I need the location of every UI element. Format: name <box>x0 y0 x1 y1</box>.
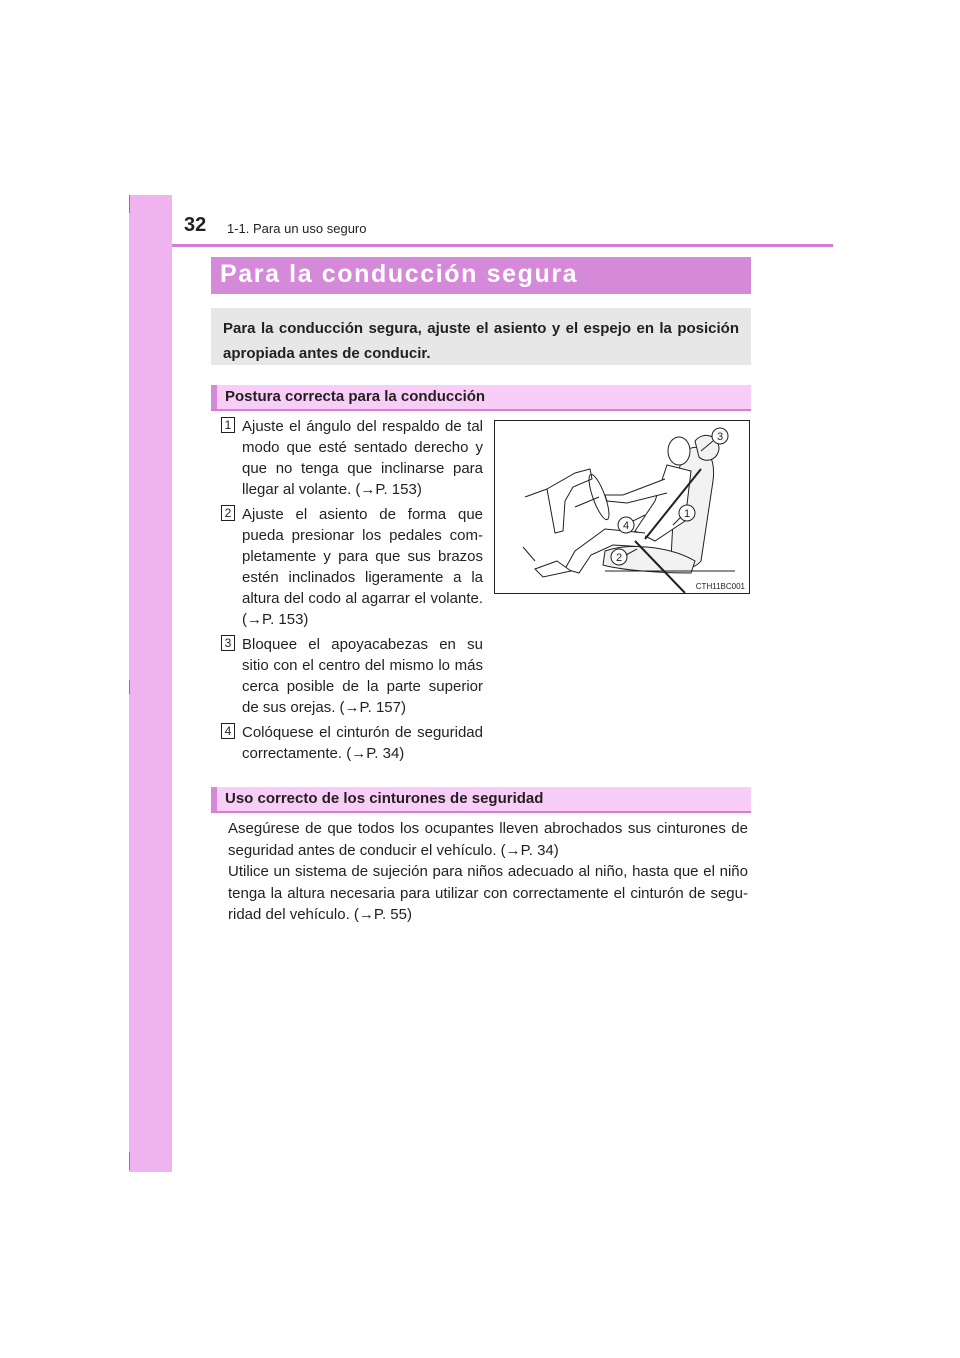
intro-box: Para la conducción segura, ajuste el asiento y el espejo en la posición apropiada antes de conducir. <box>211 308 751 365</box>
body-paragraph: Asegúrese de que todos los ocupantes lleven abrochados sus cinturones de seguridad antes de conducir el vehículo. (→P. 34) <box>228 820 748 859</box>
callout-label: 3 <box>716 431 724 443</box>
step-item <box>221 504 483 630</box>
section-heading-text: Uso correcto de los cinturones de seguridad <box>225 790 544 807</box>
page-number: 32 <box>184 214 207 236</box>
step-item <box>221 634 483 718</box>
step-text: Bloquee el apoyacabezas en su sitio con el centro del mismo lo más cerca posible de la parte superior de sus orejas. (→P. 157) <box>242 636 483 716</box>
callout-label: 1 <box>683 508 691 520</box>
driver-seat-drawing <box>495 421 749 593</box>
step-number-box: 3 <box>221 635 235 651</box>
step-item <box>221 416 483 500</box>
side-tab-mark <box>129 195 130 213</box>
chapter-side-tab <box>129 195 172 1172</box>
page-title: Para la conducción segura <box>220 260 579 288</box>
steering-column <box>575 497 599 507</box>
step-text: Ajuste el asiento de forma que pueda presionar los pedales completamente y para que sus brazos estén inclinados ligeramente a la altura del codo al agarrar el volante. (→P. 153) <box>242 506 483 628</box>
section-heading-posture <box>211 385 751 411</box>
step-number-box: 4 <box>221 723 235 739</box>
body-paragraph: Utilice un sistema de sujeción para niños adecuado al niño, hasta que el niño tenga la altura necesaria para utilizar con correctamente el cinturón de seguridad del vehículo. (→P. 55) <box>228 863 748 923</box>
step-text: Ajuste el ángulo del respaldo de tal modo que esté sentado derecho y que no tenga que inclinarse para llegar al volante. (→P. 153) <box>242 418 483 498</box>
step-number-box: 1 <box>221 417 235 433</box>
side-tab-mark <box>129 1152 130 1170</box>
windshield-line <box>525 489 547 497</box>
figure-code: CTH11BC001 <box>695 582 745 591</box>
pedal <box>523 547 535 561</box>
callout-label: 2 <box>615 552 623 564</box>
side-tab-mark <box>129 680 130 694</box>
step-text: Colóquese el cinturón de seguridad correctamente. (→P. 34) <box>242 724 483 762</box>
driver-head <box>668 437 690 465</box>
dashboard-shape <box>547 469 592 533</box>
driving-posture-illustration <box>494 420 750 594</box>
callout-label: 4 <box>622 520 630 532</box>
driver-foot <box>535 561 571 577</box>
page-title-bar <box>211 257 751 294</box>
section-heading-text: Postura correcta para la conducción <box>225 388 486 405</box>
step-item <box>221 722 483 764</box>
header-rule <box>172 244 833 247</box>
step-number-box: 2 <box>221 505 235 521</box>
section-heading-seatbelts <box>211 787 751 813</box>
section-reference: 1-1. Para un uso seguro <box>227 221 367 236</box>
